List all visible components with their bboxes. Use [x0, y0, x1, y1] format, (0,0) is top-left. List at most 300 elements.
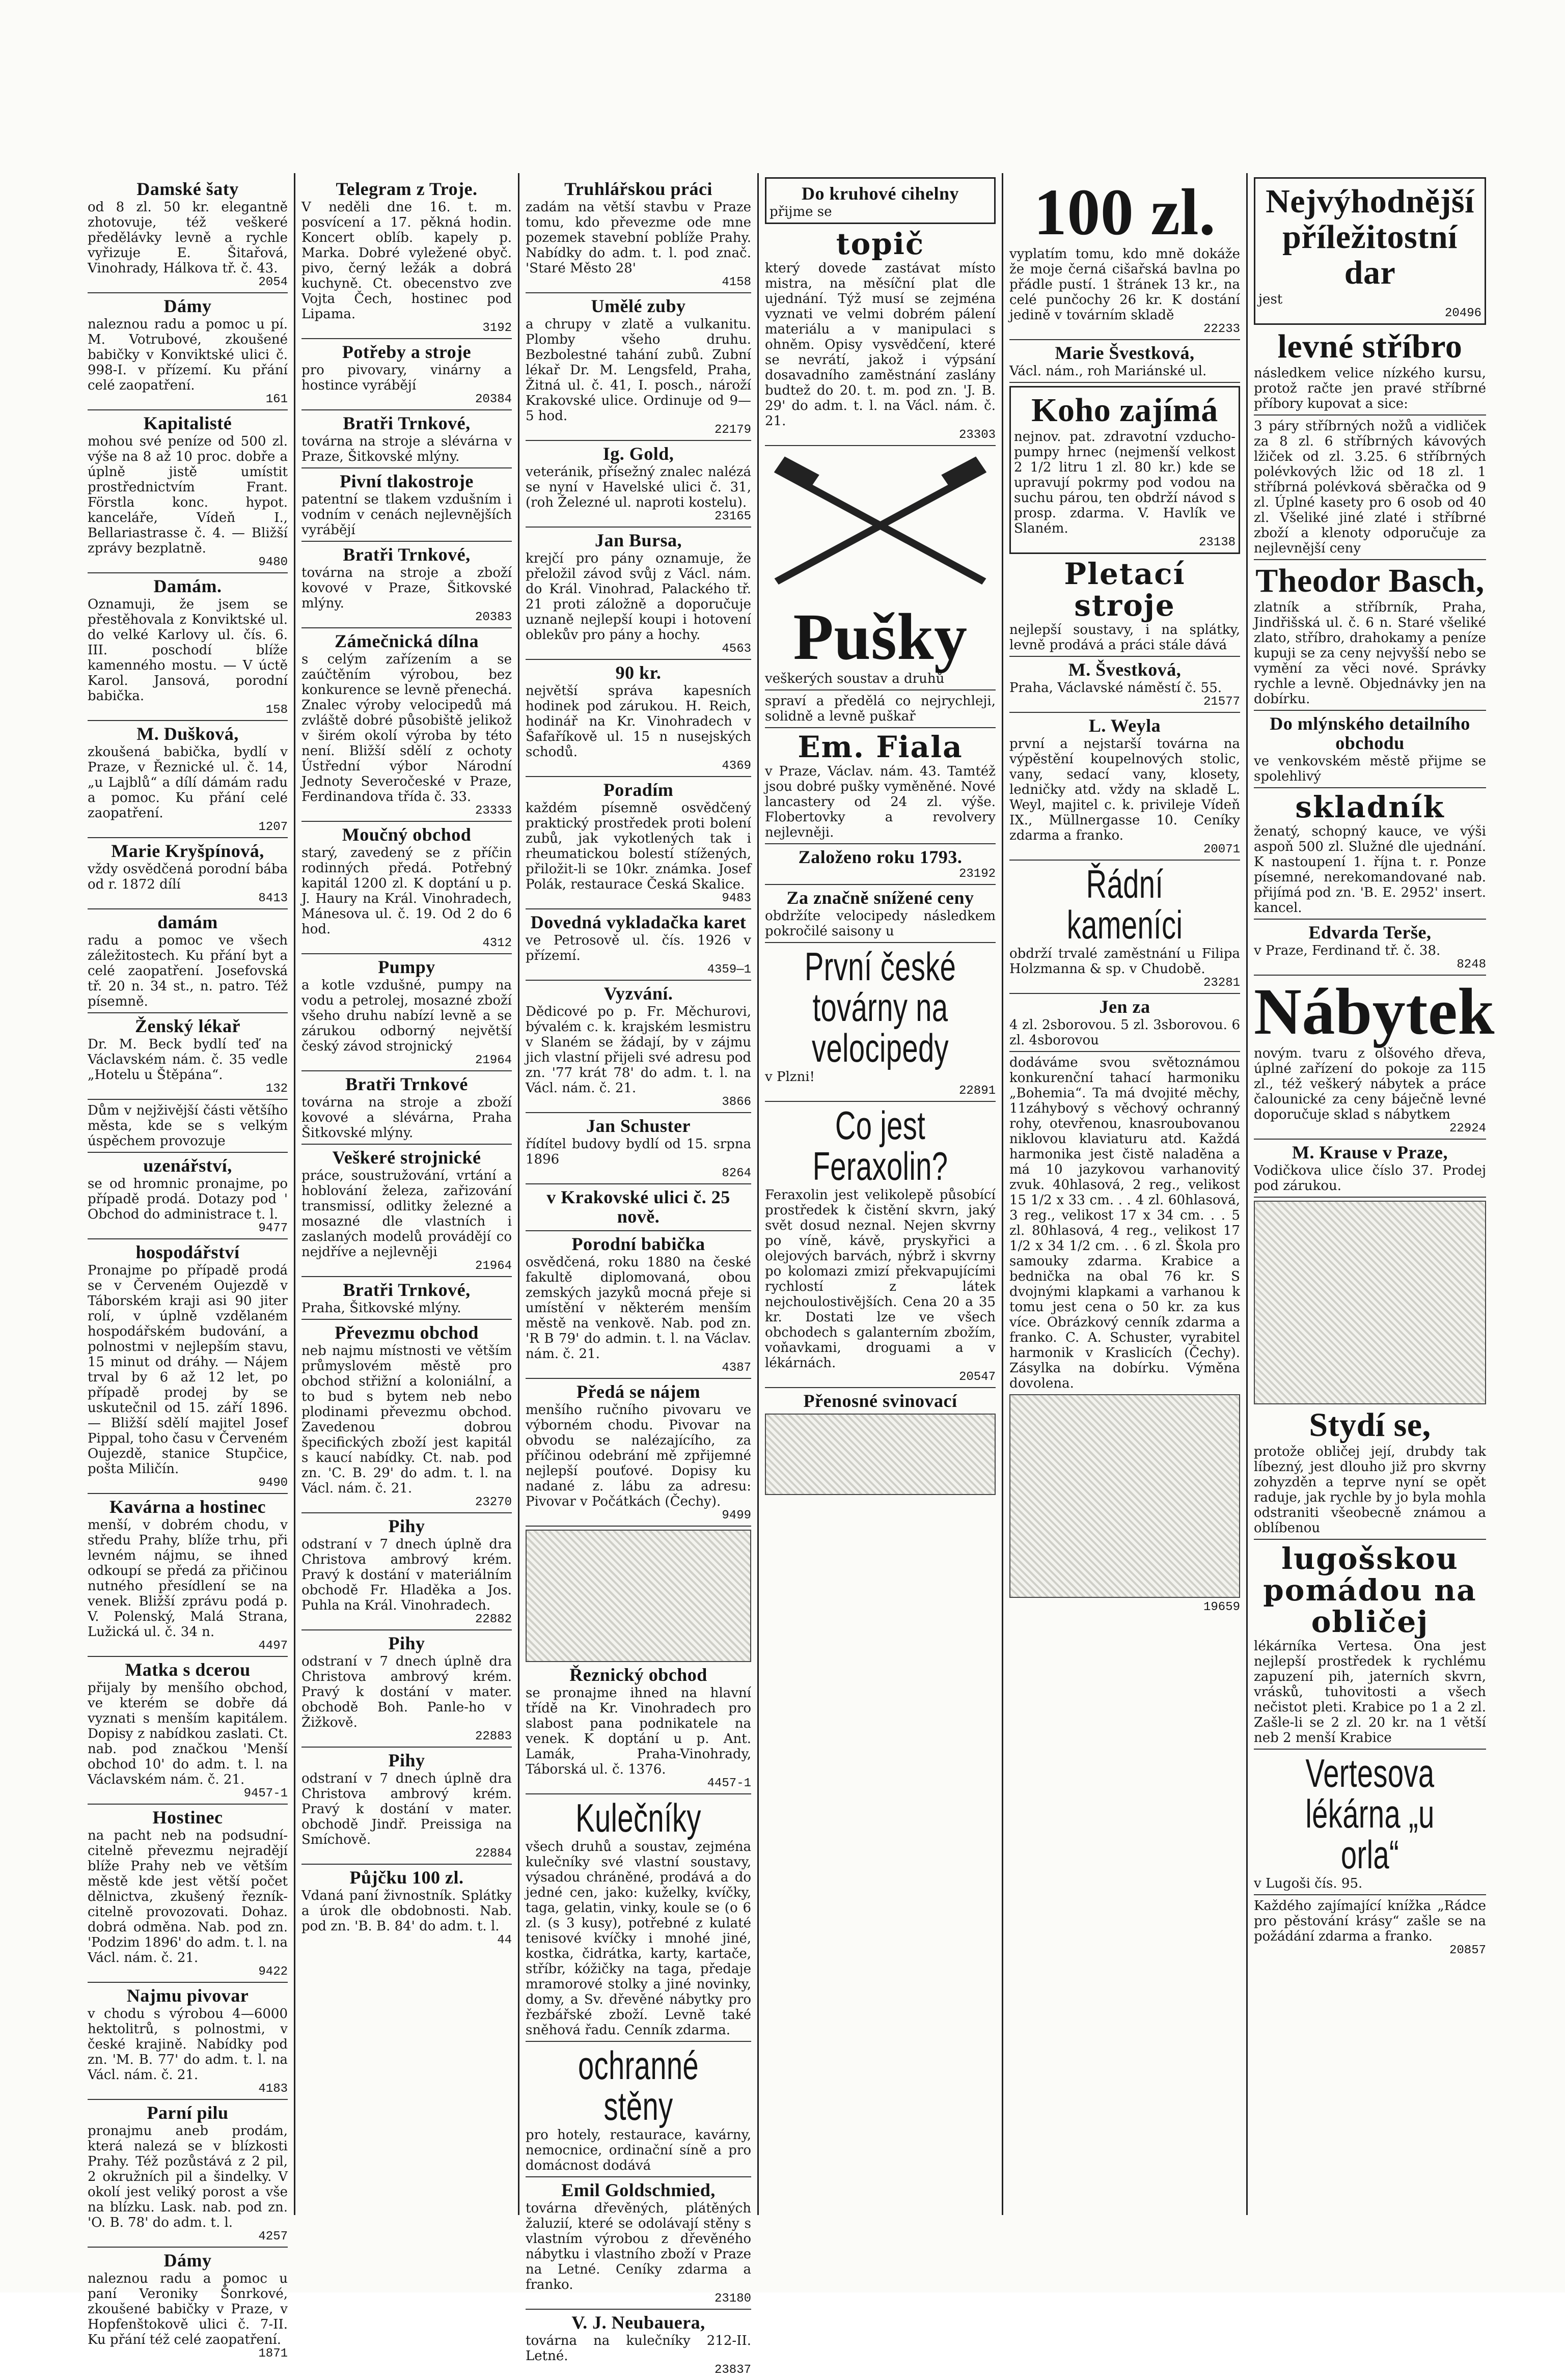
advert-number: 19659	[1203, 1600, 1240, 1614]
advert-number: 20547	[958, 1370, 996, 1384]
advert-text: řídítel budovy bydlí od 15. srpna 1896	[526, 1137, 751, 1167]
advert-heading: Theodor Basch,	[1255, 562, 1485, 599]
advertisement	[301, 545, 512, 628]
advertisement	[1254, 419, 1486, 560]
advert-number: 132	[265, 1082, 288, 1096]
advert-heading: Co jest Feraxolin?	[812, 1103, 948, 1188]
advertisement	[526, 1382, 751, 1527]
crossed-rifles-illustration	[765, 449, 996, 602]
advert-number: 2054	[258, 275, 288, 289]
advert-heading: Vyzvání.	[603, 983, 673, 1004]
advert-number: 44	[497, 1933, 512, 1947]
advertisement	[1009, 1055, 1240, 1617]
advertisement	[1009, 343, 1240, 383]
advert-text: odstraní v 7 dnech úplně dra Christova ambrový krém. Pravý k dostání v materiálním obchodě Fr. Hladěka a Jos. Puhla na Král. Vinohradech.	[301, 1537, 512, 1613]
advert-text: patentní se tlakem vzdušním i vodním v cenách nejlevnějších vyrábějí	[301, 492, 512, 538]
advertisement	[301, 1074, 512, 1145]
advert-heading: M. Dušková,	[136, 724, 239, 744]
advertisement	[1009, 176, 1240, 340]
advertisement	[88, 912, 288, 1013]
advert-number: 3192	[482, 321, 512, 335]
advert-heading: Bratři Trnkové	[345, 1074, 468, 1094]
advert-heading: Pihy	[388, 1633, 425, 1653]
advert-heading: Do kruhové cihelny	[801, 183, 959, 204]
advertisement	[1254, 1543, 1486, 1750]
advert-text: dodáváme svou světoznámou konkurenční tahací harmoniku „Bohemia“. Ta má dvojité měchy, 11záhybový s věchový ochranný rohy, otevřenou, knasroubovanou niklovou klaviaturu atd. Každá harmonika jest čistě naladěna a má 10 jazykovou varhanovitý zvuk. 40hlasová, 2 reg., velikost 15 1/2 x 33 cm. . . 4 zl. 60hlasová, 3 reg., velikost 17 x 34 cm. . . 5 zl. 80hlasová, 4 reg., velikost 17 1/2 x 34 1/2 cm. . . 6 zl. Škola pro samouky zdarma. Krabice a bednička na obal 76 kr. S dvojnými klapkami a varhanou k tomu jest cena o 50 kr. za kus více. Obrázkový cenník zdarma a franko. C. A. Schuster, vyrabitel harmonik v Kraslicích (Čechy). Zásylka na dobírku. Výměna dovolena.	[1009, 1055, 1240, 1391]
advertisement	[526, 296, 751, 441]
advert-number: 20496	[1444, 307, 1481, 320]
advertisement	[88, 1242, 288, 1494]
advert-heading: Edvarda Terše,	[1308, 922, 1432, 943]
advert-text: krejčí pro pány oznamuje, že přeložil závod svůj z Václ. nám. do Král. Vinohrad, Palackého tř. 21 proti záložně a doporučuje uznaně nejlepší koupi i hotovení oblekův pro pány a hochy.	[526, 551, 751, 643]
advertisement	[1254, 1898, 1486, 1960]
advert-text: menšího ručního pivovaru ve výborném chodu. Pivovar na obvodu se nalézajícího, za příčinou odebrání mě zpřijemné nejlepší pouťové. Dopisy ku nadané z. lábu za adresu: Pivovar v Počátkách (Čechy).	[526, 1402, 751, 1509]
advert-text: ženatý, schopný kauce, ve výši aspoň 500 zl. Služné dle ujednání. K nastoupení 1. října t. r. Ponze písemné, nerekomandované nab. přijímá pod zn. 'B. E. 2952' insert. kancel.	[1254, 824, 1486, 916]
advert-number: 22924	[1449, 1122, 1486, 1136]
advertisement	[301, 342, 512, 410]
advertisement	[526, 663, 751, 777]
advert-heading: topič	[836, 227, 925, 261]
advert-number: 23192	[958, 867, 996, 881]
advert-text: menší, v dobrém chodu, v středu Prahy, blíže trhu, při levném nájmu, se ihned odkoupí se předá za přičinou nutného přesídlení se na venek. Bližší zprávu podá p. V. Polenský, Malá Strana, Lužická ul. č. 34 n.	[88, 1517, 288, 1640]
advertisement	[301, 1280, 512, 1320]
advert-text: Dům v nejživější části většího města, kde se s velkým úspěchem provozuje	[88, 1103, 288, 1149]
advert-number: 23270	[475, 1496, 512, 1509]
advertisement	[301, 1868, 512, 1950]
advert-number: 8248	[1457, 958, 1486, 972]
advert-text: továrna na stroje a slévárna v Praze, Šitkovské mlýny.	[301, 434, 512, 464]
advert-number: 22891	[958, 1084, 996, 1098]
advert-heading: damám	[157, 912, 218, 932]
advert-text: od 8 zl. 50 kr. elegantně zhotovuje, též veškeré předělávky levně a rychle vyřizuje E. Šitařová, Vinohrady, Hálkova tř. č. 43.	[88, 200, 288, 276]
advert-number: 1207	[258, 820, 288, 834]
advertisement	[765, 731, 996, 844]
advert-heading: Veškeré strojnické	[332, 1147, 481, 1168]
advertisement	[526, 1797, 751, 2042]
column-3	[519, 173, 759, 2377]
advert-heading: M. Švestková,	[1068, 659, 1182, 680]
advertisement	[88, 1660, 288, 1805]
advertisement	[1254, 1201, 1486, 1540]
advert-number: 1871	[258, 2347, 288, 2361]
advert-text: Pronajme po případě prodá se v Červeném Oujezdě v Táborském kraji asi 90 jiter rolí, v úplně vzdělaném hospodářském budování, a polnostmi v nejlepším stavu, 15 minut od dráhy. — Nájem trval by 6 až 12 let, po případě prodej by se uskutečnil od 15. září 1896. — Bližší sdělí majitel Josef Pippal, toho času v Červeném Oujezdě, stanice Stupčice, pošta Miličín.	[88, 1263, 288, 1477]
advert-number: 4457-1	[707, 1777, 751, 1790]
advertisement	[526, 2045, 751, 2177]
advert-text: všech druhů a soustav, zejména kulečníky své vlastní soustavy, výsadou chráněné, prodává a do jedné cen, jako: kuželky, kvíčky, taga, gelatin, vinky, koule se (o 6 zl. (s 3 kusy), potřebné z kulaté tenisové kvíčky i mnohé jiné, kostka, čidrátka, karty, kartače, stříbr, kóžičky na taga, předaje mramorové stolky a jiné novinky, domy, a Sv. dřevěné nábytky pro řezbářské zboží. Levně také sněhová řadu. Cenník zdarma.	[526, 1839, 751, 2038]
advert-heading: Dovedná vykladačka karet	[530, 912, 747, 932]
advert-number: 9457-1	[243, 1787, 288, 1801]
advertisement	[301, 179, 512, 339]
advert-text: Každého zajímající knížka „Rádce pro pěstování krásy“ zašle se na požádání zdarma a franko.	[1254, 1898, 1486, 1944]
advertisement	[526, 1187, 751, 1231]
advert-heading: Nejvýhodnější příležitostní dar	[1266, 183, 1474, 291]
advert-text: a kotle vzdušné, pumpy na vodu a petrolej, mosazné zboží všeho druhu nabízí levně a se zárukou odborný největší český závod strojnický	[301, 978, 512, 1054]
advert-number: 4359—1	[707, 963, 751, 977]
advert-heading: L. Weyla	[1088, 715, 1161, 736]
advert-heading: Řádní kameníci	[1066, 862, 1183, 947]
advertisement	[1254, 923, 1486, 976]
advert-heading: Pihy	[388, 1516, 425, 1536]
advert-number: 23180	[714, 2292, 751, 2306]
advert-number: 9480	[258, 556, 288, 569]
advertisement	[1009, 716, 1240, 861]
advert-heading: skladník	[1295, 790, 1445, 824]
advert-text: novým. tvaru z olšového dřeva, úplné zařízení do pokoje za 115 zl., též veškerý nábytek a práce čalounické za ceny báječně levné doporučuje sklad s nábytkem	[1254, 1046, 1486, 1122]
advert-number: 9483	[722, 892, 751, 905]
advert-heading: Dámy	[163, 296, 212, 316]
advert-heading: Bratři Trnkové,	[343, 413, 471, 433]
advert-number: 8264	[722, 1167, 751, 1180]
advert-text: následkem velice nízkého kursu, protož račte jen pravé stříbrné příbory kupovat a sice:	[1254, 366, 1486, 411]
advert-text: Dr. M. Beck bydlí teď na Václavském nám. č. 35 vedle „Hotelu u Štěpána“.	[88, 1037, 288, 1083]
advert-text: továrna dřevěných, plátěných žaluzií, které se odolávají stěny s vlastním výrobou z dřevěného nábytku i vlastního zboží v Praze na Letné. Ceníky zdarma a franko.	[526, 2201, 751, 2292]
advert-heading: Převezmu obchod	[335, 1322, 479, 1343]
advert-heading: Umělé zuby	[591, 296, 686, 316]
advert-text: veteránik, přísežný znalec nalézá se nyní v Havelské ulici č. 31, (roh Železné ul. naproti kostelu).	[526, 464, 751, 510]
advert-heading: Řeznický obchod	[569, 1665, 707, 1685]
advert-heading: Kavárna a hostinec	[109, 1497, 266, 1517]
advert-heading: V. J. Neubauera,	[571, 2312, 705, 2333]
advert-text: neb najmu místnosti ve větším průmyslovém městě pro obchod střižní a koloniální, a to bud s bytem neb nebo plodinami převezmu obchod. Zavedenou dobrou špecifických zboží jest kapitál s kaucí nabídky. Ct. nab. pod zn. 'C. B. 29' do adm. t. l. na Václ. nám. č. 21.	[301, 1343, 512, 1496]
advertisement	[301, 1516, 512, 1630]
advert-text: největší správa kapesních hodinek pod zárukou. H. Reich, hodinář na Kr. Vinohradech v Šafaříkově ul. 15 n nusejských schodů.	[526, 683, 751, 760]
advert-heading: Pletací stroje	[1064, 557, 1186, 623]
advert-number: 161	[265, 393, 288, 406]
advert-text: 3 páry stříbrných nožů a vidliček za 8 zl. 6 stříbrných kávových lžiček od zl. 3.25. 6 stříbrných polévkových lžic od 18 zl. 1 stříbrná polévková sběračka od 9 zl. Úplné kasety pro 6 osob od 40 zl. Všeliké jiné zlaté i stříbrné zboží a klenoty odporučuje za nejlevnější ceny	[1254, 419, 1486, 556]
advert-text: se pronajme ihned na hlavní třídě na Kr. Vinohradech pro slabost pana podnikatele na venek. K doptání u p. Ant. Lamák, Praha-Vinohrady, Táborská ul. č. 1376.	[526, 1685, 751, 1777]
advertisement	[526, 912, 751, 981]
advert-number: 8413	[258, 892, 288, 905]
advert-number: 4183	[258, 2082, 288, 2096]
advert-text: Václ. nám., roh Mariánské ul.	[1009, 364, 1207, 379]
advertisement	[1254, 563, 1486, 711]
advertisement	[301, 1634, 512, 1748]
advertisement	[765, 847, 996, 885]
advert-text: veškerých soustav a druhů	[765, 671, 945, 686]
advert-heading: Jan Bursa,	[594, 530, 682, 550]
advert-text: přijme se	[770, 204, 832, 219]
advert-heading: Damám.	[153, 576, 222, 596]
advert-number: 23138	[1198, 536, 1235, 549]
advert-number: 4387	[722, 1361, 751, 1375]
advert-heading: Vertesova lékárna „u orla“	[1305, 1751, 1435, 1877]
advert-heading: lugošskou pomádou na obličej	[1263, 1541, 1477, 1639]
advert-text: jest	[1258, 292, 1283, 307]
advertisement	[88, 1497, 288, 1657]
advert-text: přijaly by menšího obchod, ve kterém se dobře dá vyznati s menším kapitálem. Dopisy z nabídkou zaslati. Ct. nab. pod značkou 'Menší obchod 10' do adm. t. l. na Václavském nám. č. 21.	[88, 1680, 288, 1787]
column-4	[759, 173, 1003, 2215]
advertisement	[88, 1808, 288, 1983]
advert-text: továrna na stroje a zboží kovové v Praze, Šitkovské mlýny.	[301, 565, 512, 611]
advert-heading: Přenosné svinovací	[803, 1391, 957, 1411]
advert-text: každém písemně osvědčený praktický prostředek proti bolení zubů, jak vykotlených tak i rheumatickou bolestí stížených, přiložit-li se 10kr. známka. Josef Polák, restaurace Česká Skalice.	[526, 800, 751, 892]
advert-text: lékárníka Vertesa. Ona jest nejlepší prostředek k rychlému zapuzení pih, jaterních skvrn, vrásků, tuhovitosti a všech nečistot pleti. Krabice po 1 a 2 zl. Zašle-li se 2 zl. 20 kr. na 1 větší neb 2 menší Krabice	[1254, 1639, 1486, 1746]
advert-text: Feraxolin jest velikolepě působící prostředek k čistění skvrn, jaký svět dosud neznal. Nejen skvrny po víně, kávě, pryskyřici a olejových barvách, nýbrž i skvrny po kolomazi zmizí překvapujícími rychlostí z látek nejchoulostivějších. Cena 20 a 35 kr. Dostati lze ve všech obchodech s galanterním zbožím, voňavkami, droguami a v lékárnách.	[765, 1187, 996, 1371]
advert-text: Oznamuji, že jsem se přestěhovala z Konviktské ul. do velké Karlovy ul. čís. 6. III. poschodí blíže kamenného mostu. — V úctě Karol. Jansová, porodní babička.	[88, 597, 288, 704]
advert-number: 21577	[1203, 695, 1240, 709]
advert-heading: levné stříbro	[1277, 328, 1463, 365]
advert-number: 22179	[714, 423, 751, 437]
advert-heading: Nábytek	[1254, 975, 1495, 1048]
advert-number: 23837	[714, 2363, 751, 2377]
advert-heading: Telegram z Troje.	[336, 179, 478, 199]
advertisement	[765, 177, 996, 224]
engraving-illustration	[526, 1530, 751, 1662]
advertisement	[88, 296, 288, 410]
advert-heading: Ženský lékař	[134, 1016, 241, 1036]
advertisement	[765, 228, 996, 446]
advertisement	[88, 413, 288, 573]
advert-heading: M. Krause v Praze,	[1292, 1142, 1448, 1163]
advert-number: 23333	[475, 804, 512, 818]
advert-text: nejnov. pat. zdravotní vzducho-pumpy hrnec (nejmenší velkost 2 1/2 litru 1 zl. 80 kr.) kde se upravují pokrmy pod vodou na suchu párou, ten obdrží návod s prosp. zdarma. V. Havlík ve Slaném.	[1014, 429, 1235, 536]
advert-text: v Praze, Ferdinand tř. č. 38.	[1254, 943, 1441, 958]
advert-heading: Porodní babička	[571, 1234, 705, 1254]
advert-text: spraví a předělá co nejrychleji, solidně a levně puškař	[765, 694, 996, 724]
advertisement	[301, 1751, 512, 1865]
advert-number: 4369	[722, 759, 751, 773]
engraving-illustration	[1009, 1394, 1240, 1598]
advert-text: Praha, Václavské náměstí č. 55.	[1009, 680, 1222, 696]
advert-number: 9477	[258, 1222, 288, 1235]
advert-heading: Kapitalisté	[143, 413, 232, 433]
advert-text: Praha, Šitkovské mlýny.	[301, 1300, 461, 1316]
advert-heading: Pivní tlakostroje	[340, 471, 474, 491]
advert-text: Vodičkova ulice číslo 37. Prodej pod zárukou.	[1254, 1163, 1486, 1194]
advert-text: práce, soustružování, vrtání a hoblování železa, zařizování transmissí, odlitky železné a mosazné dle vlastních i zaslaných modelů provádějí co nejdříve a nejlevněji	[301, 1168, 512, 1260]
advertisement	[1009, 864, 1240, 994]
advert-number: 4158	[722, 275, 751, 289]
advert-text: na pacht neb na podsudní-citelně převezmu nejradějí blíže Prahy neb ve větším městě kde jest větší počet dělnictva, zkušený řezník-citelně provozovati. Dohaz. dobrá odměna. Nab. pod zn. 'Podzim 1896' do adm. t. l. na Václ. nám. č. 21.	[88, 1828, 288, 1966]
advert-number: 22882	[475, 1613, 512, 1626]
advert-heading: Založeno roku 1793.	[798, 847, 963, 867]
advert-text: Vdaná paní živnostník. Splátky a úrok dle obdobnosti. Nab. pod zn. 'B. B. 84' do adm. t. l.	[301, 1888, 512, 1934]
advert-heading: Zámečnická dílna	[334, 631, 479, 651]
advert-heading: Parní pilu	[147, 2102, 229, 2123]
advert-text: v Plzni!	[765, 1069, 815, 1085]
advertisement	[301, 957, 512, 1071]
advertisement	[1254, 1143, 1486, 1198]
advert-number: 20857	[1449, 1944, 1486, 1957]
advert-number: 9499	[722, 1509, 751, 1523]
advert-heading: Potřeby a stroje	[342, 342, 472, 362]
advert-number: 4497	[258, 1639, 288, 1653]
advert-text: se od hromnic pronajme, po případě prodá. Dotazy pod ' Obchod do administrace t. l.	[88, 1176, 288, 1222]
advert-text: Dědicové po p. Fr. Měchurovi, bývalém c. k. krajském lesmistru v Slaném se žádají, by v zájmu jich vlastní přijeli své adresu pod zn. '77 krát 78' do adm. t. l. na Václ. nám. č. 21.	[526, 1004, 751, 1096]
advertisement	[88, 724, 288, 838]
advert-text: osvědčená, roku 1880 na české fakultě diplomovaná, obou zemských jazyků mocná přeje si umístění v některém menším městě na venkově. Nab. pod zn. 'R B 79' do admin. t. l. na Václav. nám. č. 21.	[526, 1255, 751, 1362]
advertisement	[526, 1116, 751, 1184]
advertisement	[301, 413, 512, 468]
advert-heading: Bratři Trnkové,	[343, 1280, 471, 1300]
advert-heading: Pušky	[793, 600, 968, 674]
advert-heading: Truhlářskou práci	[564, 179, 712, 199]
advertisement	[301, 472, 512, 542]
advert-text: zadám na větší stavbu v Praze tomu, kdo převezme ode mne pozemek stavební poblíže Prahy. Nabídky do adm. t. l. pod znač. 'Staré Město 28'	[526, 200, 751, 276]
advert-text: naleznou radu a pomoc u paní Veroniky Šonrkové, zkoušené babičky v Praze, v Hopfenštokově ulici č. 7-II. Ku přání též celé zaopatření.	[88, 2271, 288, 2347]
advert-text: protože obličej její, drubdy tak líbezný, jest dlouho již pro skvrny zohyzděn a teprve nyní se opět raduje, jak rychle by jo byla mohla odstraniti všeobecně známou a oblíbenou	[1254, 1444, 1486, 1536]
advert-number: 3866	[722, 1095, 751, 1109]
advertisement	[301, 631, 512, 822]
advertisement	[526, 444, 751, 528]
advert-number: 22233	[1203, 322, 1240, 336]
advert-text: zkoušená babička, bydlí v Praze, v Řeznické ul. č. 14, „u Lajblů“ a dílí dámám radu a pomoc. Ku přání celé zaopatření.	[88, 744, 288, 821]
advertisement	[765, 449, 996, 690]
advertisement	[765, 946, 996, 1102]
advert-heading: Předá se nájem	[576, 1381, 700, 1402]
advert-number: 22884	[475, 1847, 512, 1861]
advert-heading: v Krakovské ulici č. 25 nově.	[546, 1187, 730, 1227]
advert-number: 158	[265, 703, 288, 717]
advert-number: 20383	[475, 611, 512, 624]
advert-text: ve venkovském městě přijme se spolehlivý	[1254, 754, 1486, 784]
column-5	[1003, 173, 1248, 2215]
advertisement	[88, 2103, 288, 2248]
column-1	[81, 173, 295, 2361]
advert-text: V neděli dne 16. t. m. posvícení a 17. pěkná hodin. Koncert oblíb. kapely p. Marka. Dobré vyležené obyč. pivo, černý ležák a dobrá kuchyně. Ct. obecenstvo zve Vojta Čech, hostinec pod Lipama.	[301, 200, 512, 322]
advertisement	[1254, 177, 1486, 325]
advert-text: první a nejstarší továrna na výpěstění koupelnových stolic, vany, sedací vany, klosety, ledničky atd. vždy na skladě L. Weyl, majitel c. k. privileje Vídeň IX., Müllnergasse 10. Ceníky zdarma a franko.	[1009, 736, 1240, 843]
advert-text: obdržíte velocipedy následkem pokročilé saisony u	[765, 908, 996, 939]
advert-text: odstraní v 7 dnech úplně dra Christova ambrový krém. Pravý k dostání v mater. obchodě Jindř. Preissiga na Smíchově.	[301, 1771, 512, 1847]
advert-heading: Moučný obchod	[342, 824, 472, 845]
advertisement	[301, 825, 512, 954]
advert-text: ve Petrosově ul. čís. 1926 v přízemí.	[526, 933, 751, 963]
advert-text: s celým zařízením a se zaúčtěním výrobou, bez konkurence se levně přenechá. Znalec výroby velocipedů má zvláště dobré působiště jelikož v širém okolí výroba by této není. Bližší sdělí z ochoty Ústřední výbor Národní Jednoty Severočeské v Praze, Ferdinandova třída č. 33.	[301, 652, 512, 805]
advert-heading: Dámy	[163, 2250, 212, 2271]
advert-heading: uzenářství,	[143, 1155, 232, 1176]
advert-text: v Praze, Václav. nám. 43. Tamtéž jsou dobré pušky vyměněné. Nové lancastery od 24 zl. výše. Flobertovky a revolvery nejlevněji.	[765, 764, 996, 840]
column-2	[295, 173, 519, 2215]
column-6	[1248, 173, 1495, 2215]
advert-number: 20071	[1203, 843, 1240, 856]
advert-number: 23165	[714, 510, 751, 523]
advertisement	[88, 2251, 288, 2364]
advertisement	[1254, 1753, 1486, 1895]
advert-heading: Pihy	[388, 1750, 425, 1770]
advert-heading: První české továrny na velocipedy	[804, 944, 956, 1070]
advertisement	[526, 780, 751, 909]
advert-text: pro pivovary, vinárny a hostince vyrábějí	[301, 363, 512, 393]
advert-heading: 100 zl.	[1033, 176, 1216, 249]
advert-heading: Em. Fiala	[798, 730, 963, 764]
advert-heading: hospodářství	[135, 1242, 240, 1262]
advert-text: továrna na stroje a zboží kovové a slévárna, Praha Šitkovské mlýny.	[301, 1095, 512, 1141]
advert-number: 20384	[475, 393, 512, 406]
advertisement	[1009, 997, 1240, 1052]
advertisement	[1254, 329, 1486, 416]
advertisement	[526, 984, 751, 1113]
advert-heading: Půjčku 100 zl.	[349, 1867, 464, 1888]
advert-text: pro hotely, restaurace, kavárny, nemocnice, ordinační síně a pro domácnost dodává	[526, 2127, 751, 2173]
advert-text: v Lugoši čís. 95.	[1254, 1876, 1363, 1891]
advert-number: 9490	[258, 1476, 288, 1490]
advert-heading: Emil Goldschmied,	[561, 2180, 716, 2200]
advert-heading: Do mlýnského detailního obchodu	[1270, 713, 1470, 753]
advertisement	[526, 1234, 751, 1379]
advert-heading: Poradím	[603, 780, 674, 800]
advertisement	[1009, 558, 1240, 657]
advertisement	[1254, 714, 1486, 788]
advert-number: 22883	[475, 1730, 512, 1744]
advert-text: továrna na kulečníky 212-II. Letné.	[526, 2333, 751, 2364]
advert-heading: Bratři Trnkové,	[343, 544, 471, 565]
advert-heading: Stydí se,	[1309, 1406, 1431, 1444]
advert-text: odstraní v 7 dnech úplně dra Christova ambrový krém. Pravý k dostání v mater. obchodě Boh. Panle-ho v Žižkově.	[301, 1654, 512, 1730]
advert-text: v chodu s výrobou 4—6000 hektolitrů, s polnostmi, v české krajině. Nabídky pod zn. 'M. B. 77' do adm. t. l. na Václ. nám. č. 21.	[88, 2006, 288, 2083]
advert-heading: Marie Švestková,	[1055, 343, 1195, 363]
advert-text: obdrží trvalé zaměstnání u Filipa Holzmanna & sp. v Chudobě.	[1009, 946, 1240, 977]
advertisement	[88, 1156, 288, 1239]
advertisement	[88, 841, 288, 909]
advert-number: 23281	[1203, 976, 1240, 990]
advert-heading: Matka s dcerou	[125, 1659, 251, 1680]
advertisement	[88, 179, 288, 293]
advertisement	[526, 179, 751, 293]
advert-heading: Marie Kryšpínová,	[111, 841, 264, 861]
advertisement	[88, 1986, 288, 2100]
advert-heading: Hostinec	[152, 1807, 223, 1828]
advert-text: nejlepší soustavy, i na splátky, levně prodává a práci stále dává	[1009, 622, 1240, 653]
advertisement	[1009, 386, 1240, 554]
engraving-illustration	[765, 1414, 996, 1495]
advertisement	[1254, 975, 1495, 1140]
advert-heading: Damské šaty	[136, 179, 239, 199]
advertisement	[88, 1016, 288, 1100]
advert-text: mohou své peníze od 500 zl. výše na 8 až 10 proc. dobře a úplně jistě umístit prostřednictvím Frant. Förstla konc. hypot. kanceláře, Vídeň I., Bellariastrasse č. 4. — Bližší zprávy bezplatně.	[88, 434, 288, 556]
advert-text: a chrupy v zlatě a vulkanitu. Plomby všeho druhu. Bezbolestné tahání zubů. Zubní lékař Dr. M. Lengsfeld, Praha, Žitná ul. č. 41, I. posch., nároží Krakovské ulice. Ordinuje od 9—5 hod.	[526, 317, 751, 424]
advert-number: 4312	[482, 936, 512, 950]
advert-heading: Najmu pivovar	[126, 1985, 249, 2006]
advert-text: zlatník a stříbrník, Praha, Jindřišská ul. č. 6 n. Staré všeliké zlato, stříbro, drahokamy a peníze kupuji se za ceny nejvyšší nebo se vymění za věci nové. Správky rychle a levně. Objednávky jen na dobírku.	[1254, 600, 1486, 707]
advertisement	[765, 888, 996, 943]
advert-text: 4 zl. 2sborovou. 5 zl. 3sborovou. 6 zl. 4sborovou	[1009, 1017, 1240, 1048]
advert-number: 4257	[258, 2230, 288, 2244]
advertisement	[765, 694, 996, 728]
advertisement	[526, 2313, 751, 2380]
advertisement	[301, 1323, 512, 1513]
advertisement	[88, 576, 288, 721]
advert-text: pronajmu aneb prodám, která nalezá se v blízkosti Prahy. Též pozůstává z 2 pil, 2 okružních pil a šindelky. V okolí jest veliký porost a vše na blízku. Lask. nab. pod zn. 'O. B. 78' do adm. t. l.	[88, 2123, 288, 2230]
advert-number: 23303	[958, 428, 996, 442]
advertisement	[526, 1530, 751, 1794]
advert-heading: Za značně snížené ceny	[786, 888, 974, 908]
advert-text: starý, zavedený se z příčin rodinných předá. Potřebný kapitál 1200 zl. K doptání u p. J. Haury na Král. Vinohradech, Mánesova ul. č. 19. Od 2 do 6 hod.	[301, 845, 512, 937]
advert-number: 4563	[722, 642, 751, 656]
advert-heading: Pumpy	[378, 957, 435, 977]
advert-heading: Jan Schuster	[586, 1116, 691, 1136]
advert-text: vyplatím tomu, kdo mně dokáže že moje černá cišařská bavlna po přádle pustí. 1 štránek 13 kr., na celé punčochy 26 kr. K dostání jedině v továrním skladě	[1009, 246, 1240, 323]
advert-text: naleznou radu a pomoc u pí. M. Votrubové, zkoušené babičky v Konviktské ulici č. 998-I. v přízemí. Ku přání celé zaopatření.	[88, 317, 288, 393]
advertisement	[526, 531, 751, 660]
advert-text: který dovede zastávat místo mistra, na měsíční plat dle ujednání. Týž musí se zejména vyznati ve velmi dobrém pálení materiálu a v manipulaci s ohněm. Opisy vysvědčení, které se nevrátí, jakož i výpsání dosavadního zaměstnání zaslány budtež do 20. t. m. pod zn. 'J. B. 29' do adm. t. l. na Václ. nám. č. 21.	[765, 261, 996, 429]
advert-heading: Kulečníky	[575, 1795, 701, 1840]
advert-heading: ochranné stěny	[578, 2043, 699, 2128]
advert-heading: 90 kr.	[615, 662, 662, 683]
advertisement	[765, 1391, 996, 1501]
advert-heading: Ig. Gold,	[602, 444, 674, 464]
advertisement	[301, 1148, 512, 1277]
advert-heading: Jen za	[1099, 997, 1150, 1017]
advert-sheet	[81, 173, 1495, 2377]
advertisement	[765, 1105, 996, 1388]
advert-text: vždy osvědčená porodní bába od r. 1872 dílí	[88, 862, 288, 892]
advert-number: 21964	[475, 1259, 512, 1273]
advert-number: 9422	[258, 1965, 288, 1979]
advert-number: 21964	[475, 1054, 512, 1067]
advertisement	[88, 1103, 288, 1153]
advert-heading: Koho zajímá	[1031, 392, 1218, 429]
